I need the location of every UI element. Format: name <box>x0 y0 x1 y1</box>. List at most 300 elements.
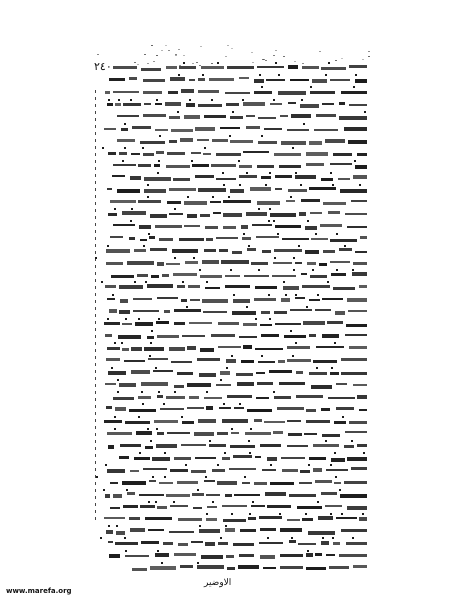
ink-dot <box>156 99 158 101</box>
ink-word <box>321 541 328 545</box>
ink-word <box>195 175 214 178</box>
ink-word <box>147 336 153 339</box>
ink-dot <box>199 525 201 527</box>
ink-word <box>223 226 236 229</box>
ink-word <box>104 517 124 519</box>
ink-word <box>254 79 263 82</box>
ink-word <box>329 566 348 568</box>
ink-word <box>113 494 123 498</box>
ink-dot <box>331 367 333 369</box>
ink-word <box>336 383 347 386</box>
ink-word <box>290 309 312 311</box>
ink-word <box>150 566 176 570</box>
ink-dot <box>293 257 295 259</box>
manuscript-line <box>105 493 367 496</box>
ink-word <box>163 542 172 545</box>
ink-word <box>138 396 151 399</box>
ink-word <box>344 481 367 484</box>
ink-dot <box>290 330 292 332</box>
ink-dot <box>317 501 319 503</box>
ink-dot <box>332 184 334 186</box>
ink-word <box>256 236 279 238</box>
ink-word <box>341 358 367 361</box>
ink-dot <box>252 501 254 503</box>
footer-url: www.marefa.org <box>6 587 72 595</box>
ink-word <box>351 467 367 470</box>
folio-number: ٢٤٠ <box>94 60 112 73</box>
speck <box>227 45 229 46</box>
ink-word <box>181 299 187 302</box>
ink-dot <box>130 99 132 101</box>
ink-word <box>140 141 164 144</box>
ink-word <box>283 286 299 290</box>
ink-word <box>230 116 243 119</box>
ink-word <box>322 334 339 338</box>
ink-dot <box>283 281 285 283</box>
speck <box>153 61 155 62</box>
ink-word <box>219 249 228 252</box>
ink-word <box>143 114 166 117</box>
ink-dot <box>108 525 110 527</box>
ink-word <box>197 358 219 361</box>
ink-dot <box>125 550 127 552</box>
ink-word <box>218 322 240 325</box>
ink-word <box>157 506 167 508</box>
speck <box>251 52 253 53</box>
ink-word <box>227 66 255 68</box>
ink-word <box>109 554 119 557</box>
ink-word <box>155 225 183 228</box>
ink-word <box>309 299 319 301</box>
ink-word <box>262 469 276 472</box>
ink-word <box>105 91 111 94</box>
ink-dot <box>150 440 152 442</box>
ink-word <box>147 284 174 288</box>
ink-word <box>334 482 341 484</box>
speck <box>341 58 343 59</box>
ink-dot <box>220 537 222 539</box>
manuscript-line <box>110 480 367 483</box>
ink-dot <box>178 74 180 76</box>
ink-dot <box>246 306 248 308</box>
ink-word <box>330 372 339 375</box>
ink-word <box>274 153 301 156</box>
ink-word <box>321 408 330 410</box>
speck <box>165 45 167 46</box>
ink-dot <box>114 342 116 344</box>
speck <box>283 56 285 57</box>
ink-dot <box>335 476 337 478</box>
ink-word <box>189 79 195 81</box>
catchword: الاوضير <box>204 578 232 588</box>
ink-word <box>157 262 164 266</box>
ink-word <box>127 261 154 265</box>
ink-word <box>326 554 335 556</box>
manuscript-line <box>105 334 367 337</box>
ink-dot <box>352 537 354 539</box>
ink-word <box>116 531 126 535</box>
ink-dot <box>269 172 271 174</box>
ink-dot <box>230 269 232 271</box>
ink-word <box>303 321 325 325</box>
ink-word <box>165 102 181 106</box>
ink-dot <box>148 501 150 503</box>
ink-dot <box>189 99 191 101</box>
ink-dot <box>223 184 225 186</box>
ink-dot <box>223 403 225 405</box>
ink-dot <box>134 281 136 283</box>
ink-word <box>291 114 310 117</box>
speck <box>97 54 99 55</box>
ink-word <box>278 360 284 363</box>
ink-word <box>108 445 114 448</box>
ink-dot <box>261 135 263 137</box>
speck <box>144 54 146 55</box>
speck <box>319 51 321 52</box>
ink-word <box>167 152 185 156</box>
ink-word <box>347 506 367 510</box>
ink-word <box>281 457 304 459</box>
ink-dot <box>209 440 211 442</box>
ink-word <box>222 505 247 507</box>
ink-word <box>351 200 367 202</box>
ink-word <box>113 66 137 69</box>
ink-word <box>325 139 346 143</box>
ink-word <box>123 103 140 105</box>
ink-word <box>119 285 142 289</box>
ink-dot <box>224 452 226 454</box>
ink-word <box>213 212 221 214</box>
ink-word <box>169 116 180 119</box>
ink-word <box>305 250 320 254</box>
ink-dot <box>155 501 157 503</box>
ink-dot <box>277 233 279 235</box>
ink-word <box>108 152 116 156</box>
ink-word <box>113 91 139 93</box>
ink-word <box>133 310 160 312</box>
ink-dot <box>269 318 271 320</box>
ink-dot <box>108 99 110 101</box>
ink-dot <box>285 294 287 296</box>
ink-word <box>279 165 301 168</box>
ink-dot <box>258 269 260 271</box>
ink-word <box>167 201 181 204</box>
ink-word <box>131 347 142 351</box>
ink-dot <box>268 220 270 222</box>
ink-word <box>323 250 334 252</box>
ink-word <box>225 285 250 287</box>
ink-word <box>305 226 317 229</box>
ink-word <box>197 565 224 569</box>
ink-word <box>227 567 235 570</box>
ink-word <box>202 260 219 263</box>
ink-word <box>320 224 342 227</box>
ink-word <box>300 104 320 108</box>
ink-dot <box>298 245 300 247</box>
ink-word <box>256 397 269 399</box>
ink-word <box>201 66 224 69</box>
ink-word <box>191 152 201 154</box>
ink-word <box>260 444 282 447</box>
manuscript-line <box>106 261 367 264</box>
ink-word <box>323 202 347 206</box>
ink-word <box>164 310 170 313</box>
ink-word <box>181 444 206 446</box>
ink-word <box>115 103 121 106</box>
speck <box>200 46 202 47</box>
ink-word <box>246 115 255 117</box>
ink-dot <box>187 196 189 198</box>
ink-word <box>129 77 137 79</box>
speck <box>294 61 296 62</box>
ink-word <box>267 457 277 461</box>
ink-word <box>107 432 132 435</box>
ink-word <box>312 79 327 82</box>
ink-dot <box>121 342 123 344</box>
ink-dot <box>124 537 126 539</box>
ink-word <box>187 383 211 387</box>
ink-dot <box>174 208 176 210</box>
ink-word <box>241 360 254 363</box>
ink-word <box>124 360 146 363</box>
ink-word <box>144 177 170 181</box>
ink-dot <box>317 294 319 296</box>
manuscript-line <box>107 346 367 349</box>
ink-word <box>132 126 151 129</box>
ink-word <box>166 494 190 498</box>
ink-word <box>180 138 193 141</box>
ink-word <box>212 139 228 142</box>
ink-dot <box>211 99 213 101</box>
ink-dot <box>295 342 297 344</box>
ink-word <box>260 528 276 531</box>
ink-word <box>347 298 367 302</box>
ink-word <box>226 555 234 558</box>
ink-word <box>345 334 368 336</box>
manuscript-line <box>110 505 367 508</box>
ink-word <box>357 444 367 447</box>
ink-word <box>174 322 185 325</box>
ink-word <box>134 457 150 460</box>
ink-word <box>170 469 189 472</box>
ink-dot <box>291 537 293 539</box>
ink-dot <box>204 147 206 149</box>
ink-word <box>333 287 355 290</box>
ink-word <box>169 347 185 351</box>
ink-word <box>284 335 305 339</box>
ink-word <box>133 298 153 301</box>
ink-dot <box>248 440 250 442</box>
ink-dot <box>268 294 270 296</box>
ink-dot <box>232 111 234 113</box>
ink-dot <box>118 99 120 101</box>
ink-dot <box>325 74 327 76</box>
ink-dot <box>339 489 341 491</box>
speck <box>134 62 136 63</box>
ink-word <box>154 420 178 423</box>
ink-word <box>259 542 283 544</box>
ink-word <box>315 553 321 557</box>
manuscript-text-block <box>104 64 367 579</box>
ink-dot <box>255 318 257 320</box>
ink-word <box>338 178 350 181</box>
ink-word <box>309 141 322 145</box>
ink-word <box>254 482 267 486</box>
ink-word <box>322 434 340 437</box>
ink-word <box>258 361 275 364</box>
ink-word <box>272 275 295 277</box>
ink-dot <box>330 464 332 466</box>
ink-word <box>120 444 142 448</box>
manuscript-line <box>108 444 367 447</box>
manuscript-line <box>108 164 367 167</box>
ink-dot <box>156 428 158 430</box>
ink-dot <box>158 160 160 162</box>
manuscript-line <box>106 407 367 410</box>
ink-word <box>140 505 155 508</box>
ink-dot <box>122 160 124 162</box>
ink-word <box>138 164 150 167</box>
ink-word <box>223 200 251 202</box>
ink-word <box>254 419 262 423</box>
ink-word <box>261 176 271 179</box>
ink-word <box>154 164 161 167</box>
ink-dot <box>107 245 109 247</box>
ink-word <box>295 175 316 179</box>
ink-word <box>129 409 156 411</box>
ink-word <box>349 65 367 67</box>
manuscript-line <box>109 139 367 142</box>
ink-word <box>105 494 110 498</box>
ink-word <box>262 250 271 253</box>
ink-word <box>109 309 117 313</box>
ink-word <box>162 274 169 277</box>
ink-word <box>282 469 298 472</box>
ink-word <box>309 334 316 338</box>
ink-dot <box>270 464 272 466</box>
ink-word <box>177 481 199 485</box>
ink-dot <box>246 172 248 174</box>
speck <box>368 56 370 57</box>
ink-word <box>264 421 285 424</box>
ink-word <box>211 164 235 167</box>
ink-word <box>119 310 130 314</box>
ink-word <box>261 334 279 337</box>
ink-word <box>151 275 159 278</box>
ink-dot <box>279 513 281 515</box>
ink-word <box>280 554 303 557</box>
ink-word <box>321 492 337 495</box>
ink-word <box>193 507 202 509</box>
ink-dot <box>212 196 214 198</box>
speck <box>156 55 158 56</box>
ink-dot <box>259 74 261 76</box>
ink-word <box>145 517 173 520</box>
ink-word <box>177 285 184 288</box>
ink-word <box>132 568 147 572</box>
ink-word <box>302 66 319 69</box>
ink-dot <box>278 74 280 76</box>
manuscript-line <box>106 529 367 532</box>
ink-word <box>105 383 116 386</box>
ink-word <box>204 249 216 252</box>
ink-dot <box>112 294 114 296</box>
ink-word <box>346 542 367 546</box>
ink-word <box>216 178 236 180</box>
ink-word <box>218 542 228 546</box>
ink-word <box>336 407 354 410</box>
ink-word <box>232 311 256 315</box>
ink-word <box>306 152 328 156</box>
ink-word <box>150 248 167 251</box>
ink-word <box>118 335 142 339</box>
ink-word <box>110 482 118 484</box>
ink-dot <box>231 355 233 357</box>
manuscript-line <box>107 468 367 471</box>
ink-word <box>198 90 218 93</box>
ink-word <box>340 189 367 193</box>
ink-dot <box>274 257 276 259</box>
ink-dot <box>307 220 309 222</box>
ink-word <box>166 165 190 167</box>
ink-word <box>150 214 166 218</box>
ink-dot <box>269 208 271 210</box>
ink-word <box>333 153 352 157</box>
ink-word <box>306 553 312 557</box>
ink-word <box>139 225 152 228</box>
ink-word <box>169 140 177 143</box>
ink-word <box>330 79 350 81</box>
speck <box>273 55 275 56</box>
ink-dot <box>261 355 263 357</box>
ink-dot <box>238 160 240 162</box>
ink-word <box>170 505 188 507</box>
ink-word <box>220 127 240 129</box>
ink-word <box>223 213 241 217</box>
manuscript-line <box>106 359 367 362</box>
ink-dot <box>250 428 252 430</box>
ink-word <box>347 457 367 461</box>
ink-word <box>222 457 230 459</box>
ink-word <box>266 79 285 81</box>
manuscript-line <box>105 383 367 386</box>
ink-word <box>288 102 296 104</box>
ink-word <box>288 189 307 192</box>
manuscript-line <box>109 310 367 313</box>
ink-word <box>149 480 156 482</box>
ink-word <box>190 299 200 301</box>
ink-word <box>330 163 353 166</box>
ink-dot <box>239 184 241 186</box>
ink-word <box>186 103 195 107</box>
ink-word <box>195 457 216 459</box>
ink-word <box>184 201 207 204</box>
ink-word <box>200 348 214 352</box>
ink-word <box>184 225 200 227</box>
ink-dot <box>158 318 160 320</box>
manuscript-line <box>105 176 367 179</box>
ink-word <box>239 554 254 556</box>
ink-word <box>130 528 145 531</box>
ink-word <box>173 273 196 276</box>
ink-dot <box>186 306 188 308</box>
ink-word <box>311 385 331 389</box>
ink-word <box>287 420 301 422</box>
ink-word <box>315 309 331 311</box>
ink-dot <box>290 196 292 198</box>
ink-word <box>246 126 260 129</box>
ink-word <box>155 103 162 106</box>
